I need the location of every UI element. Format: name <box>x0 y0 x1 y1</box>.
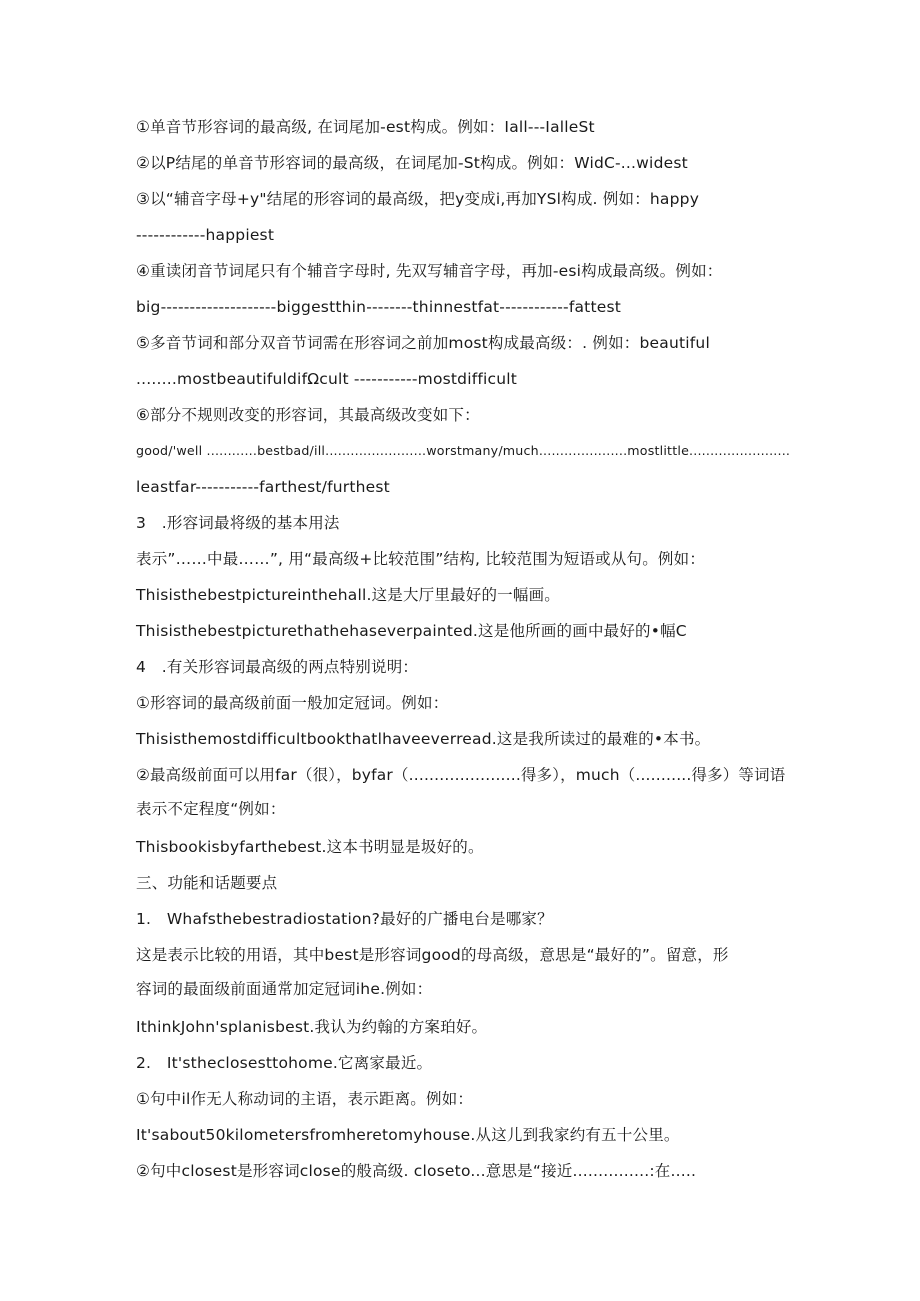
section-heading: 三、功能和话题要点 <box>136 874 278 892</box>
section-heading: 3 .形容词最将级的基本用法 <box>136 514 340 532</box>
text-line: ------------happiest <box>136 226 275 244</box>
text-line: ②以P结尾的单音节形容词的最高级，在词尾加-St构成。例如：WidC-...widest <box>136 154 688 172</box>
text-line: ④重读闭音节词尾只有个辅音字母时, 先双写辅音字母，再加-esi构成最高级。例如： <box>136 262 723 280</box>
text-line: Thisbookisbyfarthebest.这本书明显是圾好的。 <box>136 838 484 856</box>
text-line: ①句中il作无人称动词的主语，表示距离。例如： <box>136 1090 474 1108</box>
text-line: ①单音节形容词的最高级, 在词尾加-est构成。例如：Iall---IalleSt <box>136 118 595 136</box>
text-line: ③以“辅音字母+y"结尾的形容词的最高级，把y变成i,再加YSl构成. 例如：happy <box>136 190 700 208</box>
text-line: ⑥部分不规则改变的形容词，其最高级改变如下： <box>136 406 480 424</box>
text-line: 容词的最面级前面通常加定冠词ihe.例如： <box>136 980 433 998</box>
text-line: leastfar-----------farthest/furthest <box>136 478 390 496</box>
section-heading: 4 .有关形容词最高级的两点特别说明： <box>136 658 419 676</box>
text-line: ........mostbeautifuldifΩcult -----------mostdifficult <box>136 370 518 388</box>
text-line: 表示不定程度“例如： <box>136 800 286 818</box>
text-line: ⑤多音节词和部分双音节词需在形容词之前加most构成最高级：. 例如：beautiful <box>136 334 710 352</box>
text-line: Thisisthemostdifficultbookthatlhaveeverread.这是我所读过的最难的•本书。 <box>136 730 711 748</box>
text-line: IthinkJohn'splanisbest.我认为约翰的方案珀好。 <box>136 1018 488 1036</box>
text-line: ②句中closest是形容词close的般高级. closeto...意思是“接近...............:在..... <box>136 1162 697 1180</box>
text-line: good/'well ............bestbad/ill........................worstmany/much.....................mostlittle........................ <box>136 443 791 458</box>
text-line: Thisisthebestpicturethathehaseverpainted.这是他所画的画中最好的•幅C <box>136 622 687 640</box>
text-line: ①形容词的最高级前面一般加定冠词。例如： <box>136 694 449 712</box>
text-line: 这是表示比较的用语，其中best是形容词good的母高级，意思是“最好的”。留意，形 <box>136 946 729 964</box>
text-line: 1. Whafsthebestradiostation?最好的广播电台是哪家？ <box>136 910 553 928</box>
text-line: 2. It'stheclosesttohome.它离家最近。 <box>136 1054 433 1072</box>
text-line: It'sabout50kilometersfromheretomyhouse.从这儿到我家约有五十公里。 <box>136 1126 680 1144</box>
text-line: Thisisthebestpictureinthehall.这是大厅里最好的一幅画。 <box>136 586 560 604</box>
text-line: 表示”……中最……”, 用“最高级+比较范围”结构, 比较范围为短语或从句。例如： <box>136 550 706 568</box>
text-line: big--------------------biggestthin--------thinnestfat------------fattest <box>136 298 622 316</box>
text-line: ②最高级前面可以用far（很），byfar（......................得多），much（...........得多）等词语 <box>136 766 786 784</box>
